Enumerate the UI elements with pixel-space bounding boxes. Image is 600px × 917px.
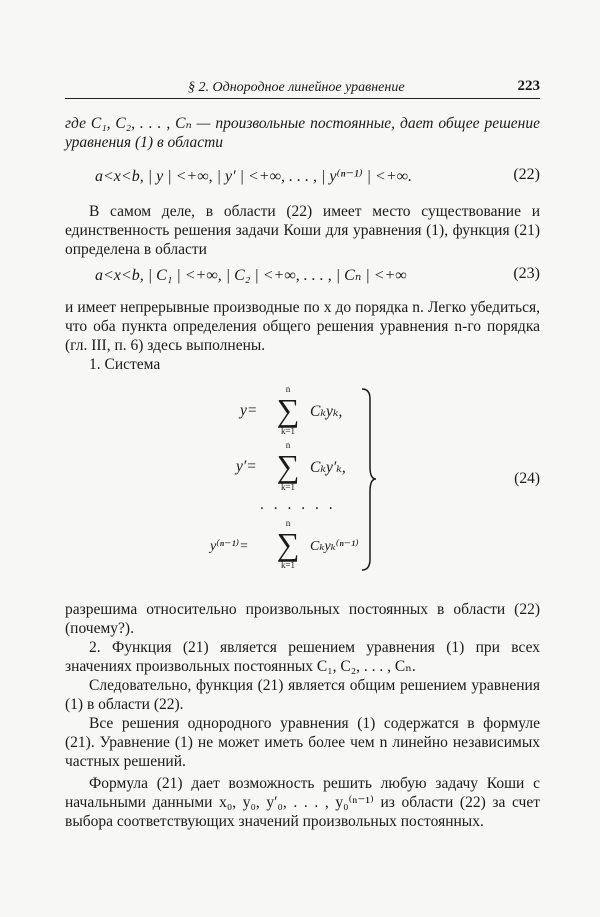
item1-label: 1. Система bbox=[89, 356, 161, 373]
sigma-2: ∑ bbox=[276, 448, 300, 484]
item2-paragraph-block bbox=[65, 638, 540, 676]
equation-24-number: (24) bbox=[514, 470, 540, 487]
row2-lhs: y′= bbox=[236, 458, 257, 475]
equation-23 bbox=[65, 265, 540, 289]
formula-paragraph-block bbox=[65, 774, 540, 831]
row2-rhs: Cₖy′ₖ, bbox=[310, 459, 346, 476]
sum-lower-1: k=1 bbox=[280, 426, 296, 436]
sum-sign-3 bbox=[268, 518, 308, 570]
row1-lhs: y= bbox=[240, 402, 258, 419]
page-number: 223 bbox=[517, 78, 540, 94]
therefore-paragraph: Следовательно, функция (21) является общим решением уравнения (1) в области (22). bbox=[65, 677, 540, 713]
equation-22-expr: a<x<b, | y | <+∞, | y′ | <+∞, . . . , | y⁽ⁿ⁻¹⁾ | <+∞. bbox=[95, 168, 413, 185]
right-brace bbox=[360, 387, 378, 572]
item2-paragraph: 2. Функция (21) является решением уравнения (1) при всех значениях произвольных постоянных C₁, C₂, . . . , Cₙ. bbox=[65, 639, 540, 675]
equation-23-number: (23) bbox=[513, 265, 540, 282]
sum-upper-2: n bbox=[285, 440, 291, 450]
equation-22-number: (22) bbox=[513, 166, 540, 183]
sum-sign-1 bbox=[268, 384, 308, 436]
derivatives-paragraph-block bbox=[65, 298, 540, 374]
indeed-paragraph-block bbox=[65, 202, 540, 259]
solvable-paragraph-block bbox=[65, 600, 540, 638]
row3-lhs: y⁽ⁿ⁻¹⁾= bbox=[210, 539, 249, 554]
equation-23-expr: a<x<b, | C₁ | <+∞, | C₂ | <+∞, . . . , | Cₙ | <+∞ bbox=[95, 267, 407, 284]
system-dots: . . . . . . bbox=[260, 496, 336, 513]
row3-rhs: Cₖyₖ⁽ⁿ⁻¹⁾ bbox=[310, 539, 359, 554]
row1-rhs: Cₖyₖ, bbox=[310, 403, 343, 420]
all-solutions-paragraph-block bbox=[65, 714, 540, 771]
sum-sign-2 bbox=[268, 440, 308, 492]
equation-22 bbox=[65, 166, 540, 190]
section-title: § 2. Однородное линейное уравнение bbox=[188, 80, 405, 95]
therefore-paragraph-block bbox=[65, 676, 540, 714]
intro-paragraph: где C₁, C₂, . . . , Cₙ — произвольные постоянные, дает общее решение уравнения (1) в области bbox=[65, 115, 540, 151]
all-solutions-paragraph: Все решения однородного уравнения (1) содержатся в формуле (21). Уравнение (1) не может иметь более чем n линейно независимых частных решений. bbox=[65, 715, 540, 770]
solvable-paragraph: разрешима относительно произвольных постоянных в области (22) (почему?). bbox=[65, 601, 540, 637]
sum-lower-2: k=1 bbox=[280, 482, 296, 492]
sum-lower-3: k=1 bbox=[280, 560, 296, 570]
sum-upper-3: n bbox=[285, 518, 291, 528]
sigma-1: ∑ bbox=[276, 392, 300, 428]
sigma-3: ∑ bbox=[276, 526, 300, 562]
intro-paragraph-block bbox=[65, 114, 540, 152]
sum-upper-1: n bbox=[285, 384, 291, 394]
formula-paragraph: Формула (21) дает возможность решить любую задачу Коши с начальными данными x₀, y₀, y′₀, . . . , y₀⁽ⁿ⁻¹⁾ из области (22) за счет выбора соответствующих значений произвольных постоянных. bbox=[65, 775, 540, 830]
indeed-paragraph: В самом деле, в области (22) имеет место существование и единственность решения задачи Коши для уравнения (1), функция (21) определена в области bbox=[65, 203, 540, 258]
running-header bbox=[65, 76, 540, 99]
derivatives-paragraph: и имеет непрерывные производные по x до порядка n. Легко убедиться, что оба пункта определения общего решения уравнения n-го порядка (гл. III, п. 6) здесь выполнены. bbox=[65, 299, 540, 354]
